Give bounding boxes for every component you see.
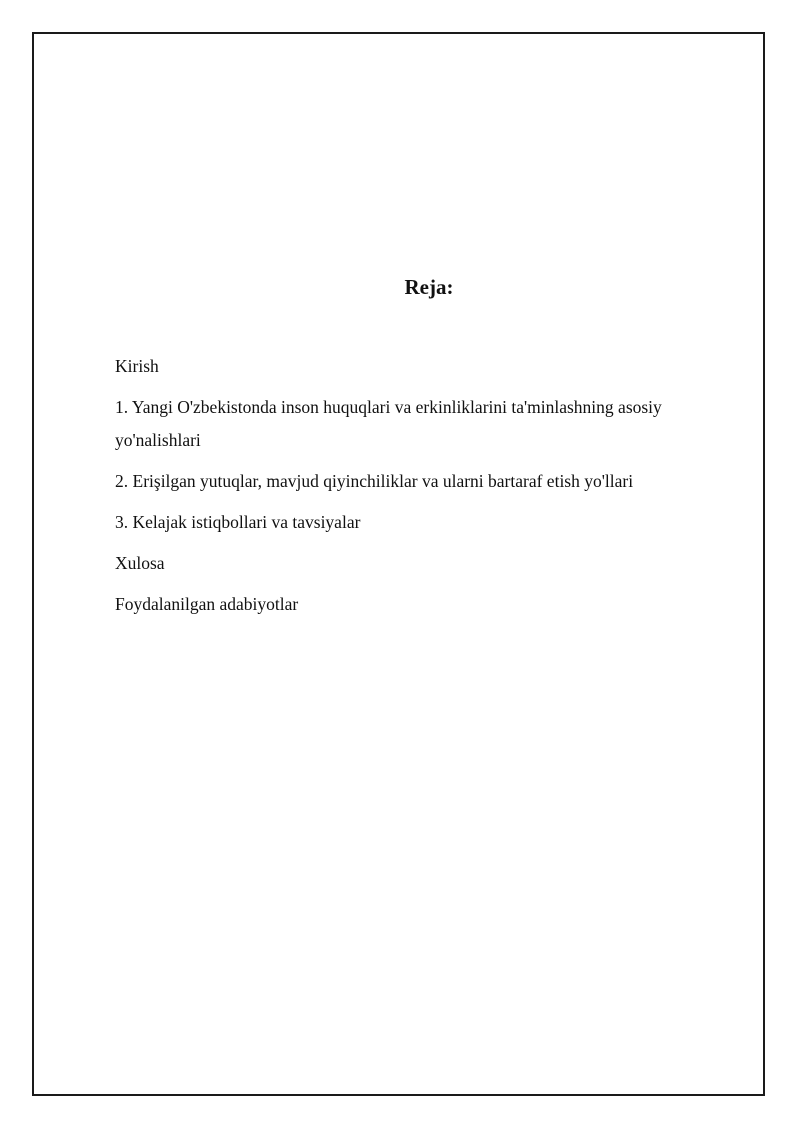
plan-item-introduction: Kirish <box>115 356 159 376</box>
plan-item-1: 1. Yangi O'zbekistonda inson huquqlari va erkinliklarini ta'minlashning asosiy yo'nalishlari <box>115 397 662 450</box>
plan-item-conclusion: Xulosa <box>115 553 165 573</box>
plan-list <box>115 350 715 629</box>
plan-item-3: 3. Kelajak istiqbollari va tavsiyalar <box>115 512 361 532</box>
page-title: Reja: <box>404 275 454 299</box>
plan-item-2: 2. Erişilgan yutuqlar, mavjud qiyinchiliklar va ularni bartaraf etish yo'llari <box>115 471 634 491</box>
plan-item-references: Foydalanilgan adabiyotlar <box>115 594 299 614</box>
